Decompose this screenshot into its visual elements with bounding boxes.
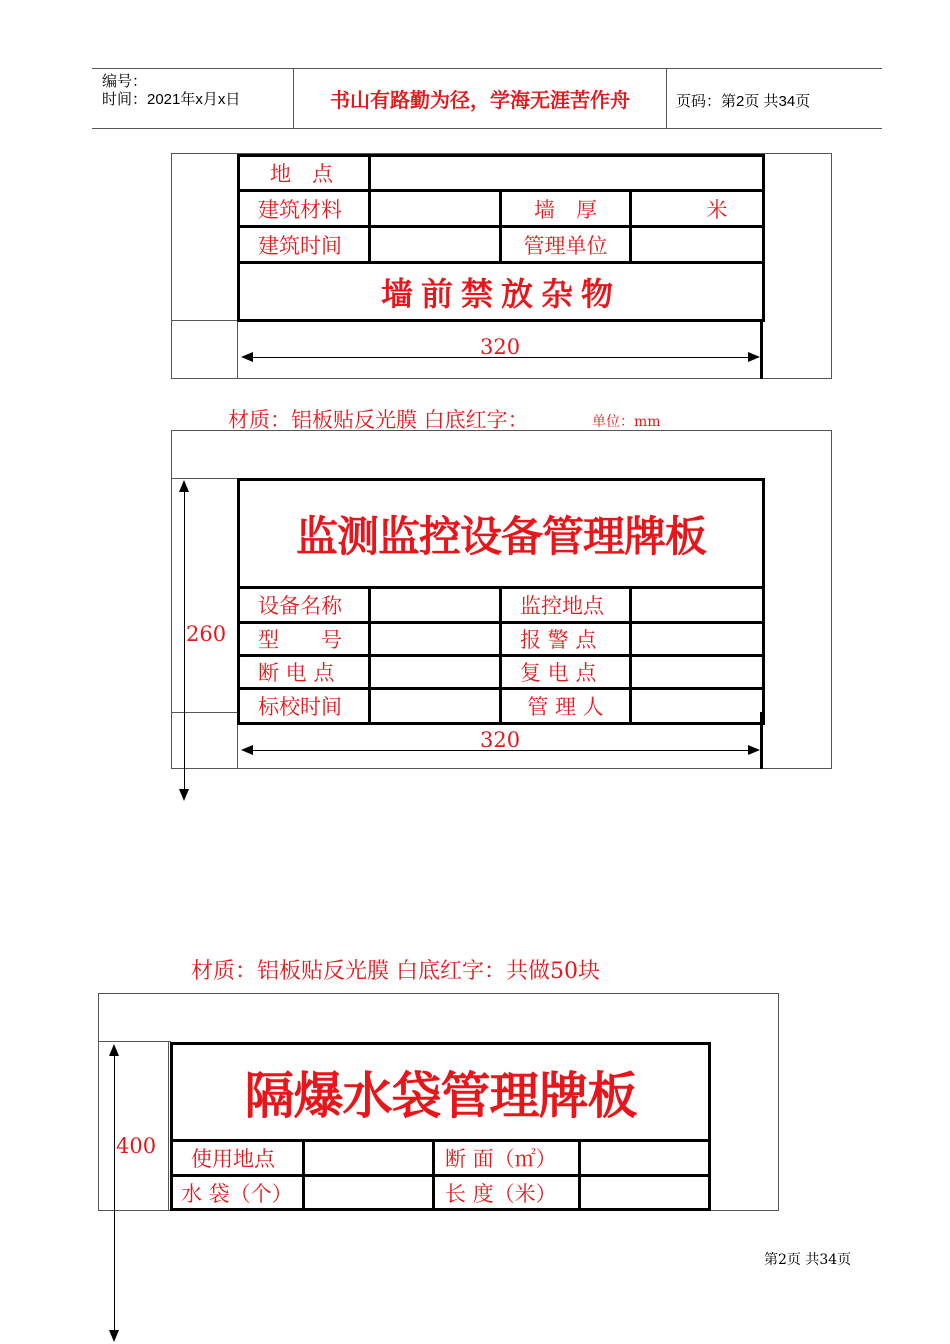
sign2-cell-value [370,588,501,623]
header-motto: 书山有路勤为径，学海无涯苦作舟 [330,88,630,112]
sign3-cell-value [580,1176,710,1210]
sign2-cell-value [631,656,764,689]
sign2-cell-label: 型 号 [239,623,370,656]
sign2-cell-label: 设备名称 [239,588,370,623]
arrow-left-icon [241,745,253,755]
sign2-cell-value [631,689,764,724]
sign3-frame-divider [168,1041,169,1211]
sign1-frame-divider [171,320,238,321]
arrow-down-icon [179,789,189,801]
sign2-height-dim: 260 [186,622,227,646]
arrow-left-icon [241,352,253,362]
sign2-frame-divider [171,712,238,713]
arrow-right-icon [748,352,760,362]
header-divider [666,68,667,128]
sign1-location-label: 地 点 [239,156,370,191]
sign2-cell-value [631,623,764,656]
sign1-thickness-label: 墙 厚 [501,191,631,227]
sign2-cell-label: 报 警 点 [501,623,631,656]
sign1-material-value [370,191,501,227]
sign3-title: 隔爆水袋管理牌板 [172,1044,710,1141]
sign3-cell-value [304,1141,434,1176]
arrow-up-icon [109,1044,119,1056]
sign2-frame-divider [171,478,238,479]
sign1-width-dim: 320 [480,335,521,359]
sign1-thickness-unit: 米 [631,191,764,227]
sign1-frame-divider [760,320,763,379]
sign3-height-arrow [114,1054,115,1334]
sign1-built-time-value [370,227,501,263]
header-number-label: 编号： [102,73,148,90]
arrow-down-icon [109,1330,119,1342]
sign3-cell-label: 水 袋（个） [172,1176,304,1210]
sign2-cell-label: 断 电 点 [239,656,370,689]
header-bottom-rule [92,128,882,129]
header-time-label: 时间：2021年x月x日 [102,91,241,108]
sign3-table [170,1042,711,1211]
sign2-title: 监测监控设备管理牌板 [239,480,764,588]
sign3-cell-label: 断 面（㎡） [434,1141,580,1176]
sign2-frame-divider [760,712,763,769]
caption1-text: 材质：铝板贴反光膜 白底红字： [228,408,529,432]
sign2-cell-value [631,588,764,623]
header-top-rule [92,68,882,69]
sign1-built-time-label: 建筑时间 [239,227,370,263]
sign2-height-arrow [184,490,185,790]
arrow-right-icon [748,745,760,755]
caption1-unit: 单位：mm [592,414,661,430]
sign3-cell-value [580,1141,710,1176]
sign2-cell-label: 复 电 点 [501,656,631,689]
sign3-cell-label: 长 度（米） [434,1176,580,1210]
sign1-management-unit-value [631,227,764,263]
sign3-frame-divider [98,1041,171,1042]
sign3-height-dim: 400 [116,1134,157,1158]
sign2-cell-label: 管 理 人 [501,689,631,724]
sign2-cell-value [370,656,501,689]
sign2-cell-label: 标校时间 [239,689,370,724]
sign1-material-label: 建筑材料 [239,191,370,227]
caption2-text: 材质：铝板贴反光膜 白底红字：共做50块 [191,959,600,984]
header-page-label: 页码：第2页 共34页 [676,93,811,110]
sign2-cell-label: 监控地点 [501,588,631,623]
footer-page-label: 第2页 共34页 [764,1252,852,1268]
sign1-management-unit-label: 管理单位 [501,227,631,263]
sign2-table [237,478,765,725]
sign1-location-value [370,156,764,191]
sign2-cell-value [370,689,501,724]
arrow-up-icon [179,480,189,492]
sign2-width-dim: 320 [480,728,521,752]
sign3-cell-label: 使用地点 [172,1141,304,1176]
sign2-cell-value [370,623,501,656]
sign1-table [237,154,765,322]
sign1-title: 墙前禁放杂物 [239,263,764,321]
sign3-cell-value [304,1176,434,1210]
